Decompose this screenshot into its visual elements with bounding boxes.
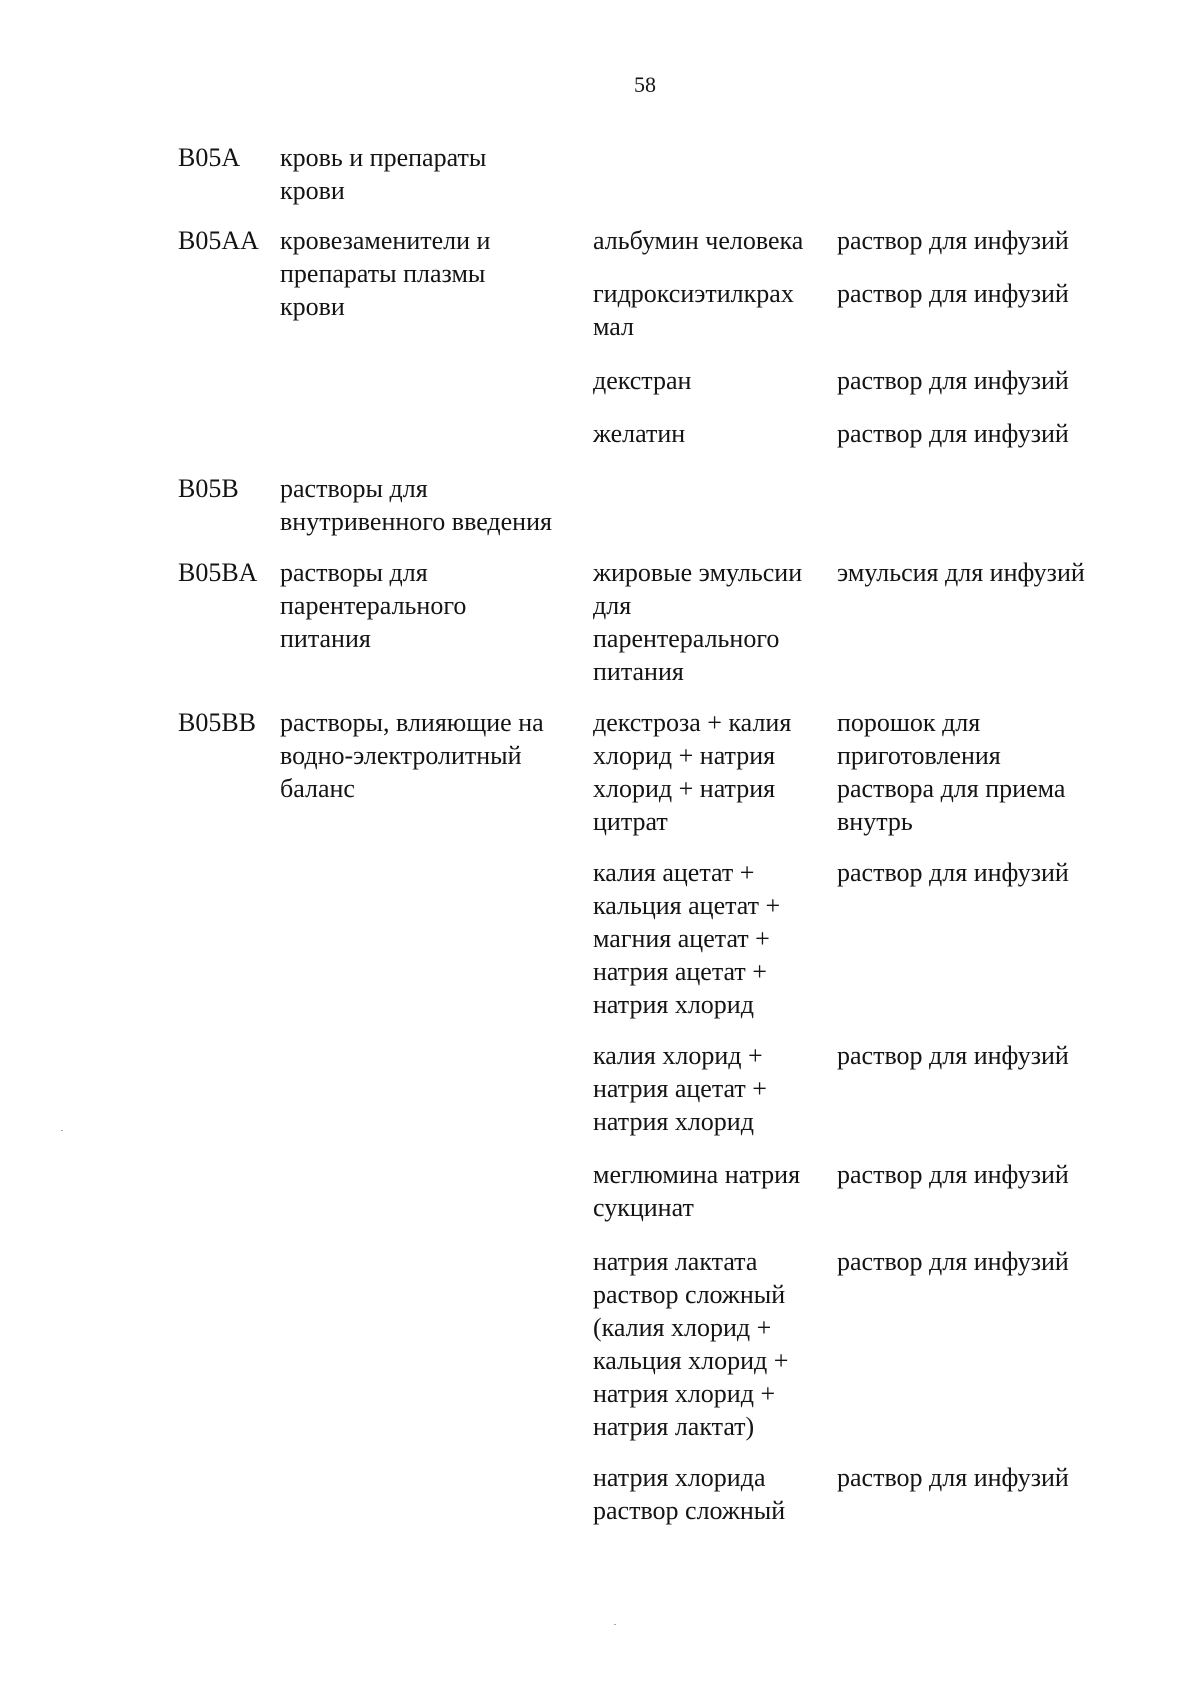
drug-name-line: желатин <box>593 419 686 448</box>
group-name-line: парентерального <box>280 591 467 620</box>
page-number: 58 <box>634 72 656 97</box>
drug-name-line: (калия хлорид + <box>593 1313 772 1342</box>
drug-name-line: кальция ацетат + <box>593 891 781 920</box>
drug-name-line: калия хлорид + <box>593 1041 763 1070</box>
drug-name-line: раствор сложный <box>593 1496 786 1525</box>
group-name-line: кровезаменители и <box>280 226 491 255</box>
drug-name <box>593 706 838 838</box>
group-name-line: растворы для <box>280 474 428 503</box>
dosage-form-line: раствор для инфузий <box>837 279 1069 308</box>
scan-speck <box>614 1624 616 1625</box>
drug-name-line: калия ацетат + <box>593 858 755 887</box>
group-name-line: препараты плазмы <box>280 259 486 288</box>
drug-name <box>593 1039 838 1138</box>
atc-code: B05BB <box>178 708 257 737</box>
drug-name-line: натрия ацетат + <box>593 1074 767 1103</box>
drug-name <box>593 364 838 397</box>
dosage-form-line: раствор для инфузий <box>837 1160 1069 1189</box>
drug-name-line: для <box>593 591 632 620</box>
dosage-form <box>837 856 1167 889</box>
group-name-line: растворы для <box>280 558 428 587</box>
group-name-line: растворы, влияющие на <box>280 708 544 737</box>
atc-code: B05A <box>178 143 241 172</box>
drug-name-line: натрия лактата <box>593 1247 758 1276</box>
dosage-form-line: раствор для инфузий <box>837 366 1069 395</box>
dosage-form-line: внутрь <box>837 807 913 836</box>
dosage-form <box>837 706 1167 838</box>
group-name <box>280 224 590 323</box>
drug-name-line: натрия хлорид <box>593 1107 754 1136</box>
drug-name-line: жировые эмульсии <box>593 558 803 587</box>
drug-name-line: хлорид + натрия <box>593 774 776 803</box>
drug-name-line: натрия лактат) <box>593 1412 755 1441</box>
drug-name-line: раствор сложный <box>593 1280 786 1309</box>
drug-name-line: хлорид + натрия <box>593 741 776 770</box>
dosage-form <box>837 224 1167 257</box>
drug-name <box>593 556 838 688</box>
group-name-line: кровь и препараты <box>280 143 487 172</box>
drug-name <box>593 417 838 450</box>
group-name-line: внутривенного введения <box>280 507 552 536</box>
drug-name-line: гидроксиэтилкрах <box>593 279 794 308</box>
drug-name-line: питания <box>593 657 684 686</box>
dosage-form-line: раствор для инфузий <box>837 1463 1069 1492</box>
group-name-line: водно-электролитный <box>280 741 522 770</box>
atc-code: B05AA <box>178 226 259 255</box>
drug-name-line: декстран <box>593 366 692 395</box>
drug-name-line: альбумин человека <box>593 226 804 255</box>
dosage-form <box>837 364 1167 397</box>
dosage-form <box>837 1461 1167 1494</box>
drug-name-line: декстроза + калия <box>593 708 792 737</box>
drug-name <box>593 277 838 343</box>
dosage-form <box>837 1245 1167 1278</box>
dosage-form-line: раствор для инфузий <box>837 226 1069 255</box>
drug-name-line: натрия хлорида <box>593 1463 766 1492</box>
dosage-form-line: эмульсия для инфузий <box>837 558 1085 587</box>
dosage-form-line: раствор для инфузий <box>837 419 1069 448</box>
drug-name-line: меглюмина натрия <box>593 1160 801 1189</box>
drug-name-line: мал <box>593 312 635 341</box>
atc-code: B05B <box>178 474 239 503</box>
group-name-line: крови <box>280 176 345 205</box>
dosage-form-line: раствор для инфузий <box>837 1041 1069 1070</box>
drug-name-line: цитрат <box>593 807 668 836</box>
drug-name <box>593 1158 838 1224</box>
drug-name-line: натрия ацетат + <box>593 957 767 986</box>
dosage-form-line: раствор для инфузий <box>837 858 1069 887</box>
dosage-form <box>837 417 1167 450</box>
drug-name <box>593 1461 838 1527</box>
group-name <box>280 141 590 207</box>
group-name-line: баланс <box>280 774 355 803</box>
drug-name-line: сукцинат <box>593 1193 694 1222</box>
group-name-line: питания <box>280 624 371 653</box>
drug-name <box>593 1245 838 1443</box>
drug-name-line: магния ацетат + <box>593 924 770 953</box>
group-name <box>280 472 590 538</box>
dosage-form-line: порошок для <box>837 708 981 737</box>
group-name <box>280 556 590 655</box>
dosage-form-line: раствора для приема <box>837 774 1066 803</box>
drug-name-line: натрия хлорид <box>593 990 754 1019</box>
dosage-form <box>837 1158 1167 1191</box>
drug-name <box>593 224 838 257</box>
dosage-form <box>837 1039 1167 1072</box>
dosage-form-line: приготовления <box>837 741 1001 770</box>
dosage-form-line: раствор для инфузий <box>837 1247 1069 1276</box>
drug-name-line: парентерального <box>593 624 780 653</box>
atc-code: B05BA <box>178 558 258 587</box>
drug-name-line: кальция хлорид + <box>593 1346 789 1375</box>
drug-name-line: натрия хлорид + <box>593 1379 776 1408</box>
group-name-line: крови <box>280 292 345 321</box>
scan-speck <box>61 1130 63 1131</box>
group-name <box>280 706 590 805</box>
dosage-form <box>837 556 1167 589</box>
dosage-form <box>837 277 1167 310</box>
drug-name <box>593 856 838 1021</box>
